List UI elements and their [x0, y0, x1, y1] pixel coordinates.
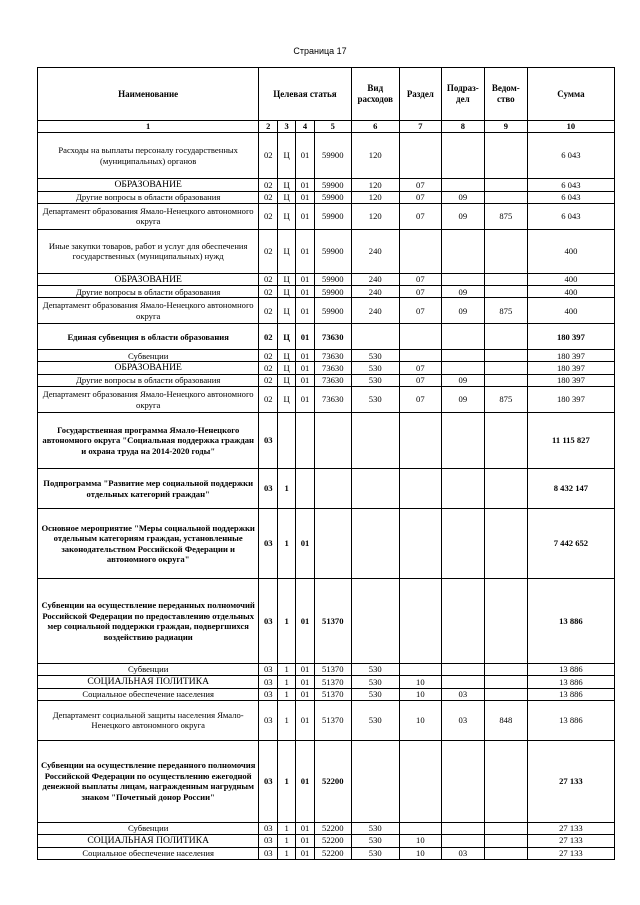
row-target-direction: 51370: [314, 676, 351, 689]
column-number: 7: [399, 121, 441, 133]
row-target-program: 02: [259, 350, 278, 362]
row-section: [399, 324, 441, 350]
header-row: [38, 68, 615, 121]
row-expense-type: [351, 579, 399, 664]
row-section: 07: [399, 191, 441, 203]
row-target-subprogram: Ц: [278, 350, 296, 362]
page-label: Страница 17: [293, 46, 347, 56]
row-target-event: 01: [296, 740, 315, 822]
row-target-event: 01: [296, 133, 315, 179]
row-amount: 27 133: [527, 822, 614, 834]
row-target-program: 03: [259, 469, 278, 509]
row-name: Иные закупки товаров, работ и услуг для обеспечения государственных (муниципальных) нужд: [38, 229, 259, 273]
table-row: [38, 324, 615, 350]
row-expense-type: 530: [351, 834, 399, 847]
row-target-subprogram: Ц: [278, 324, 296, 350]
table-row: [38, 179, 615, 192]
header-section: Раздел: [399, 68, 441, 121]
row-target-event: 01: [296, 676, 315, 689]
row-subsection: [441, 179, 484, 192]
row-expense-type: 120: [351, 179, 399, 192]
row-target-subprogram: 1: [278, 469, 296, 509]
header-subsection: Подраз-дел: [441, 68, 484, 121]
row-section: 07: [399, 203, 441, 229]
header-expense-type: Вид расходов: [351, 68, 399, 121]
row-subsection: [441, 509, 484, 579]
row-department: [484, 834, 527, 847]
row-section: 10: [399, 676, 441, 689]
row-section: 10: [399, 700, 441, 740]
table-row: [38, 822, 615, 834]
row-amount: 13 886: [527, 688, 614, 700]
row-amount: 13 886: [527, 664, 614, 676]
row-target-program: 02: [259, 324, 278, 350]
row-section: 07: [399, 273, 441, 286]
row-target-subprogram: Ц: [278, 203, 296, 229]
row-target-direction: 51370: [314, 688, 351, 700]
row-subsection: 09: [441, 375, 484, 387]
row-target-subprogram: Ц: [278, 387, 296, 413]
row-target-subprogram: 1: [278, 700, 296, 740]
table-row: [38, 229, 615, 273]
row-target-subprogram: Ц: [278, 179, 296, 192]
column-number: 8: [441, 121, 484, 133]
column-number: 4: [296, 121, 315, 133]
row-target-event: 01: [296, 229, 315, 273]
row-subsection: [441, 413, 484, 469]
row-section: 10: [399, 847, 441, 859]
row-target-event: 01: [296, 387, 315, 413]
table-row: [38, 133, 615, 179]
row-target-direction: 59900: [314, 191, 351, 203]
row-target-event: 01: [296, 579, 315, 664]
column-number: 9: [484, 121, 527, 133]
row-subsection: [441, 740, 484, 822]
row-expense-type: 240: [351, 286, 399, 298]
row-section: [399, 822, 441, 834]
row-section: [399, 413, 441, 469]
row-target-program: 03: [259, 700, 278, 740]
row-department: [484, 133, 527, 179]
row-target-program: 02: [259, 273, 278, 286]
row-amount: 400: [527, 286, 614, 298]
row-name: Субвенции на осуществление переданного полномочия Российской Федерации по осуществлению ежегодной денежной выплаты лицам, награжденным нагрудным знаком "Почетный донор России": [38, 740, 259, 822]
row-target-subprogram: 1: [278, 822, 296, 834]
row-target-program: 03: [259, 847, 278, 859]
row-expense-type: [351, 469, 399, 509]
row-name: Государственная программа Ямало-Ненецкого автономного округа "Социальная поддержка граждан и охрана труда на 2014-2020 годы": [38, 413, 259, 469]
row-target-program: 03: [259, 413, 278, 469]
row-target-direction: [314, 469, 351, 509]
row-expense-type: 530: [351, 822, 399, 834]
row-amount: 11 115 827: [527, 413, 614, 469]
row-department: [484, 179, 527, 192]
table-row: [38, 298, 615, 324]
table-row: [38, 700, 615, 740]
row-amount: 27 133: [527, 740, 614, 822]
table-row: [38, 350, 615, 362]
row-section: 10: [399, 834, 441, 847]
row-section: 07: [399, 179, 441, 192]
row-target-direction: 51370: [314, 664, 351, 676]
table-body: [38, 133, 615, 860]
row-expense-type: 530: [351, 350, 399, 362]
row-name: Субвенции: [38, 822, 259, 834]
row-amount: 400: [527, 273, 614, 286]
row-name: Департамент образования Ямало-Ненецкого автономного округа: [38, 387, 259, 413]
row-target-direction: 59900: [314, 229, 351, 273]
row-target-event: 01: [296, 375, 315, 387]
column-number: 2: [259, 121, 278, 133]
row-target-event: 01: [296, 324, 315, 350]
row-expense-type: 120: [351, 203, 399, 229]
row-name: СОЦИАЛЬНАЯ ПОЛИТИКА: [38, 834, 259, 847]
row-target-program: 02: [259, 375, 278, 387]
row-subsection: 03: [441, 700, 484, 740]
row-department: 875: [484, 387, 527, 413]
row-name: Субвенции: [38, 350, 259, 362]
row-amount: 180 397: [527, 362, 614, 375]
row-subsection: [441, 350, 484, 362]
row-section: [399, 133, 441, 179]
row-target-event: [296, 413, 315, 469]
table-row: [38, 469, 615, 509]
row-department: [484, 740, 527, 822]
row-target-program: 02: [259, 133, 278, 179]
row-amount: 27 133: [527, 834, 614, 847]
row-amount: 6 043: [527, 203, 614, 229]
row-target-subprogram: Ц: [278, 298, 296, 324]
row-target-event: [296, 469, 315, 509]
row-target-direction: 59900: [314, 273, 351, 286]
row-name: Расходы на выплаты персоналу государственных (муниципальных) органов: [38, 133, 259, 179]
row-section: 07: [399, 298, 441, 324]
table-row: [38, 387, 615, 413]
row-section: [399, 509, 441, 579]
row-target-subprogram: 1: [278, 688, 296, 700]
row-name: Субвенции: [38, 664, 259, 676]
row-target-program: 03: [259, 509, 278, 579]
row-name: Субвенции на осуществление переданных полномочий Российской Федерации по предоставлению отдельных мер социальной поддержки граждан, подвергшихся воздействию радиации: [38, 579, 259, 664]
row-target-subprogram: 1: [278, 509, 296, 579]
row-section: 07: [399, 375, 441, 387]
row-section: [399, 664, 441, 676]
table-row: [38, 286, 615, 298]
row-subsection: [441, 579, 484, 664]
row-department: [484, 362, 527, 375]
row-expense-type: 530: [351, 387, 399, 413]
row-name: Департамент образования Ямало-Ненецкого автономного округа: [38, 298, 259, 324]
row-target-event: 01: [296, 203, 315, 229]
row-section: [399, 229, 441, 273]
row-target-program: 02: [259, 179, 278, 192]
row-target-program: 03: [259, 822, 278, 834]
row-target-subprogram: [278, 413, 296, 469]
row-amount: 6 043: [527, 133, 614, 179]
row-target-direction: 73630: [314, 324, 351, 350]
row-section: 10: [399, 688, 441, 700]
table-row: [38, 664, 615, 676]
row-target-direction: 59900: [314, 298, 351, 324]
row-amount: 400: [527, 298, 614, 324]
row-target-direction: [314, 413, 351, 469]
row-target-program: 02: [259, 298, 278, 324]
row-target-event: 01: [296, 273, 315, 286]
row-expense-type: 530: [351, 700, 399, 740]
row-subsection: [441, 834, 484, 847]
row-amount: 13 886: [527, 579, 614, 664]
row-name: ОБРАЗОВАНИЕ: [38, 273, 259, 286]
row-expense-type: 530: [351, 362, 399, 375]
row-name: Другие вопросы в области образования: [38, 286, 259, 298]
row-department: [484, 469, 527, 509]
row-name: ОБРАЗОВАНИЕ: [38, 362, 259, 375]
row-name: СОЦИАЛЬНАЯ ПОЛИТИКА: [38, 676, 259, 689]
row-target-program: 03: [259, 579, 278, 664]
row-department: [484, 229, 527, 273]
row-target-subprogram: Ц: [278, 362, 296, 375]
row-target-event: 01: [296, 298, 315, 324]
row-target-program: 02: [259, 203, 278, 229]
row-name: Другие вопросы в области образования: [38, 375, 259, 387]
row-target-subprogram: Ц: [278, 191, 296, 203]
table-row: [38, 362, 615, 375]
row-expense-type: 530: [351, 688, 399, 700]
table-row: [38, 191, 615, 203]
table-row: [38, 688, 615, 700]
row-target-direction: [314, 509, 351, 579]
row-amount: 180 397: [527, 350, 614, 362]
row-subsection: [441, 133, 484, 179]
row-name: Департамент социальной защиты населения Ямало-Ненецкого автономного округа: [38, 700, 259, 740]
row-subsection: [441, 362, 484, 375]
table-row: [38, 579, 615, 664]
row-target-event: 01: [296, 509, 315, 579]
row-subsection: [441, 676, 484, 689]
header-department: Ведом-ство: [484, 68, 527, 121]
row-subsection: 09: [441, 298, 484, 324]
budget-table: [37, 67, 615, 860]
table-row: [38, 740, 615, 822]
row-department: 848: [484, 700, 527, 740]
row-name: Единая субвенция в области образования: [38, 324, 259, 350]
row-section: 07: [399, 362, 441, 375]
row-target-subprogram: 1: [278, 834, 296, 847]
column-number: 3: [278, 121, 296, 133]
row-department: [484, 688, 527, 700]
row-amount: 180 397: [527, 324, 614, 350]
row-name: Социальное обеспечение населения: [38, 688, 259, 700]
row-amount: 13 886: [527, 700, 614, 740]
row-amount: 400: [527, 229, 614, 273]
row-expense-type: 240: [351, 273, 399, 286]
row-target-direction: 59900: [314, 203, 351, 229]
row-expense-type: [351, 509, 399, 579]
row-target-event: 01: [296, 834, 315, 847]
row-department: [484, 822, 527, 834]
column-number: 1: [38, 121, 259, 133]
row-subsection: 03: [441, 688, 484, 700]
column-number: 10: [527, 121, 614, 133]
row-amount: 6 043: [527, 191, 614, 203]
row-subsection: [441, 469, 484, 509]
table-row: [38, 375, 615, 387]
row-target-program: 03: [259, 664, 278, 676]
row-subsection: 09: [441, 387, 484, 413]
row-target-subprogram: Ц: [278, 133, 296, 179]
row-expense-type: 120: [351, 133, 399, 179]
row-target-direction: 59900: [314, 179, 351, 192]
row-target-direction: 52200: [314, 847, 351, 859]
row-target-program: 02: [259, 229, 278, 273]
row-target-program: 02: [259, 191, 278, 203]
row-target-event: 01: [296, 191, 315, 203]
row-expense-type: 530: [351, 847, 399, 859]
row-department: [484, 324, 527, 350]
row-target-subprogram: Ц: [278, 375, 296, 387]
row-target-event: 01: [296, 362, 315, 375]
row-amount: 6 043: [527, 179, 614, 192]
row-target-program: 02: [259, 387, 278, 413]
row-department: [484, 509, 527, 579]
row-amount: 7 442 652: [527, 509, 614, 579]
table-row: [38, 509, 615, 579]
row-expense-type: 530: [351, 676, 399, 689]
row-target-program: 02: [259, 286, 278, 298]
row-target-subprogram: 1: [278, 847, 296, 859]
table-row: [38, 847, 615, 859]
row-expense-type: [351, 740, 399, 822]
row-expense-type: 530: [351, 375, 399, 387]
row-department: [484, 579, 527, 664]
row-target-direction: 52200: [314, 834, 351, 847]
table-row: [38, 413, 615, 469]
row-target-subprogram: 1: [278, 579, 296, 664]
table-row: [38, 676, 615, 689]
row-target-program: 03: [259, 834, 278, 847]
row-target-event: 01: [296, 700, 315, 740]
row-amount: 180 397: [527, 387, 614, 413]
row-target-direction: 73630: [314, 387, 351, 413]
row-subsection: [441, 822, 484, 834]
row-subsection: [441, 273, 484, 286]
table-row: [38, 203, 615, 229]
row-target-direction: 59900: [314, 133, 351, 179]
row-expense-type: 240: [351, 298, 399, 324]
row-target-direction: 52200: [314, 740, 351, 822]
row-expense-type: 120: [351, 191, 399, 203]
row-target-direction: 73630: [314, 350, 351, 362]
header-name: Наименование: [38, 68, 259, 121]
row-department: [484, 676, 527, 689]
row-target-direction: 73630: [314, 375, 351, 387]
header-target: Целевая статья: [259, 68, 351, 121]
row-target-direction: 51370: [314, 579, 351, 664]
row-section: [399, 579, 441, 664]
row-department: [484, 847, 527, 859]
row-expense-type: [351, 413, 399, 469]
row-target-subprogram: 1: [278, 676, 296, 689]
row-expense-type: [351, 324, 399, 350]
row-target-direction: 52200: [314, 822, 351, 834]
row-target-event: 01: [296, 847, 315, 859]
row-subsection: 09: [441, 191, 484, 203]
row-name: Социальное обеспечение населения: [38, 847, 259, 859]
row-section: [399, 740, 441, 822]
row-name: Департамент образования Ямало-Ненецкого автономного округа: [38, 203, 259, 229]
row-target-event: 01: [296, 822, 315, 834]
row-subsection: 03: [441, 847, 484, 859]
row-target-event: 01: [296, 286, 315, 298]
row-target-subprogram: Ц: [278, 273, 296, 286]
table-row: [38, 834, 615, 847]
row-department: 875: [484, 203, 527, 229]
header-amount: Сумма: [527, 68, 614, 121]
row-section: 07: [399, 387, 441, 413]
row-expense-type: 240: [351, 229, 399, 273]
row-department: [484, 664, 527, 676]
row-target-subprogram: Ц: [278, 229, 296, 273]
row-target-program: 02: [259, 362, 278, 375]
row-target-event: 01: [296, 350, 315, 362]
row-subsection: [441, 229, 484, 273]
row-target-event: 01: [296, 688, 315, 700]
row-amount: 8 432 147: [527, 469, 614, 509]
row-amount: 180 397: [527, 375, 614, 387]
row-amount: 27 133: [527, 847, 614, 859]
row-target-subprogram: 1: [278, 740, 296, 822]
row-target-direction: 59900: [314, 286, 351, 298]
row-name: Другие вопросы в области образования: [38, 191, 259, 203]
row-target-program: 03: [259, 740, 278, 822]
row-subsection: [441, 664, 484, 676]
row-target-event: 01: [296, 664, 315, 676]
column-number: 5: [314, 121, 351, 133]
row-target-program: 03: [259, 676, 278, 689]
row-target-direction: 51370: [314, 700, 351, 740]
row-name: Подпрограмма "Развитие мер социальной поддержки отдельных категорий граждан": [38, 469, 259, 509]
row-section: [399, 350, 441, 362]
column-number: 6: [351, 121, 399, 133]
column-number-row: [38, 121, 615, 133]
row-expense-type: 530: [351, 664, 399, 676]
row-subsection: 09: [441, 286, 484, 298]
row-department: [484, 273, 527, 286]
row-department: [484, 286, 527, 298]
row-target-subprogram: Ц: [278, 286, 296, 298]
row-name: Основное мероприятие "Меры социальной поддержки отдельным категориям граждан, установленные законодательством Российской Федерации и автономного округа": [38, 509, 259, 579]
row-target-program: 03: [259, 688, 278, 700]
row-department: [484, 375, 527, 387]
row-section: 07: [399, 286, 441, 298]
row-department: [484, 350, 527, 362]
row-target-direction: 73630: [314, 362, 351, 375]
row-section: [399, 469, 441, 509]
table-row: [38, 273, 615, 286]
row-target-event: 01: [296, 179, 315, 192]
row-target-subprogram: 1: [278, 664, 296, 676]
row-department: 875: [484, 298, 527, 324]
row-amount: 13 886: [527, 676, 614, 689]
row-department: [484, 413, 527, 469]
row-subsection: [441, 324, 484, 350]
row-name: ОБРАЗОВАНИЕ: [38, 179, 259, 192]
row-department: [484, 191, 527, 203]
row-subsection: 09: [441, 203, 484, 229]
